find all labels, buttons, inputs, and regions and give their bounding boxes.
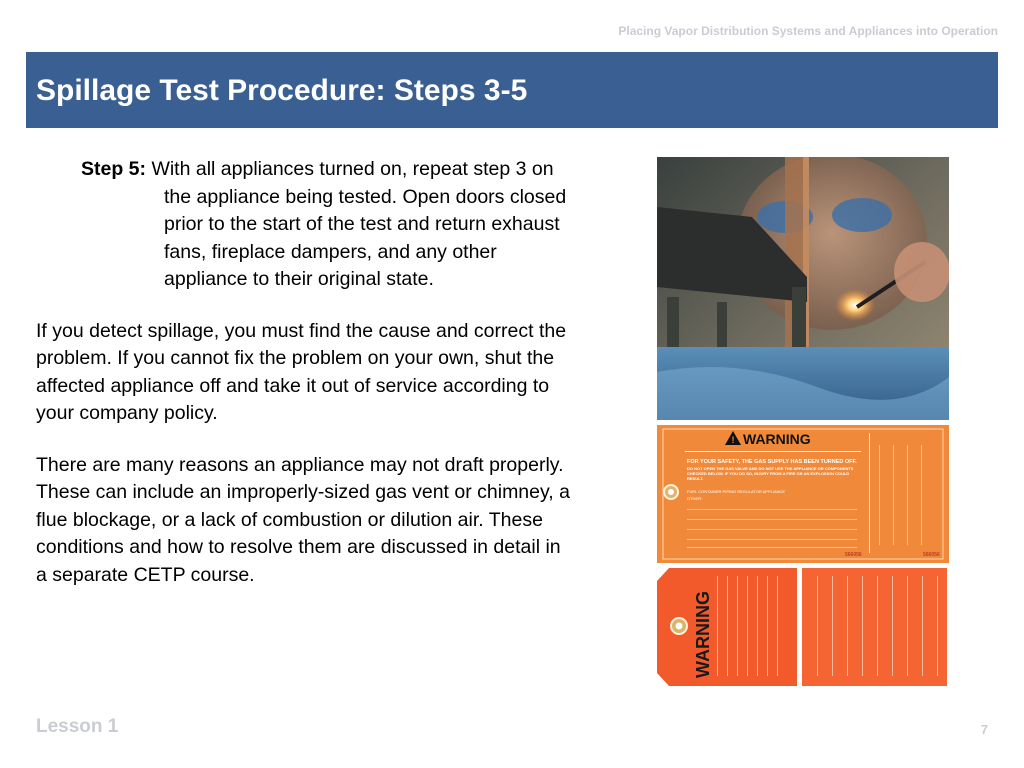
step-5-text: With all appliances turned on, repeat step 3 on the appliance being tested. Open doors closed prior to the start of the test and return exhaust fans, fireplace dampers, and any other appliance to their original state. xyxy=(151,158,567,290)
slide-title: Spillage Test Procedure: Steps 3-5 xyxy=(36,74,528,107)
warning-tag-1-line: DO NOT OPEN THE GAS VALVE AND DO NOT USE THE APPLIANCE OR COMPONENTS CHECKED BELOW. IF YOU DO SO, INJURY FROM A FIRE OR AN EXPLOSION COULD RESULT. xyxy=(687,466,854,481)
body-text xyxy=(36,156,571,589)
warning-tag-2-heading: WARNING xyxy=(693,591,713,678)
warning-tag-1-heading: WARNING xyxy=(743,431,811,447)
svg-text:566056: 566056 xyxy=(923,552,940,558)
warning-tag-red xyxy=(657,568,947,686)
draft-reasons-paragraph: There are many reasons an appliance may not draft properly. These can include an improperly-sized gas vent or chimney, a flue blockage, or a lack of combustion or dilution air. These conditions and how to resolve them are discussed in detail in a separate CETP course. xyxy=(36,453,570,586)
svg-text:!: ! xyxy=(731,435,735,445)
technician-photo xyxy=(657,157,949,420)
footer-lesson: Lesson 1 xyxy=(36,716,119,737)
warning-tag-1-other: OTHER: xyxy=(687,496,703,501)
step-5-paragraph xyxy=(36,156,571,294)
step-5-label: Step 5: xyxy=(81,158,147,180)
warning-tag-1-checkboxes: FUEL CONTAINER PIPING REGULATOR APPLIANCE xyxy=(687,489,786,494)
title-bar xyxy=(26,52,998,128)
spillage-paragraph: If you detect spillage, you must find the cause and correct the problem. If you cannot fix the problem on your own, shut the affected appliance off and take it out of service according to your company policy. xyxy=(36,319,567,424)
warning-tag-1-subheading: FOR YOUR SAFETY, THE GAS SUPPLY HAS BEEN TURNED OFF. xyxy=(687,459,857,465)
warning-tag-1-serial: 566056 xyxy=(845,552,862,558)
course-title: Placing Vapor Distribution Systems and Appliances into Operation xyxy=(618,24,998,38)
page-number: 7 xyxy=(980,722,988,737)
warning-tag-orange xyxy=(657,425,949,563)
